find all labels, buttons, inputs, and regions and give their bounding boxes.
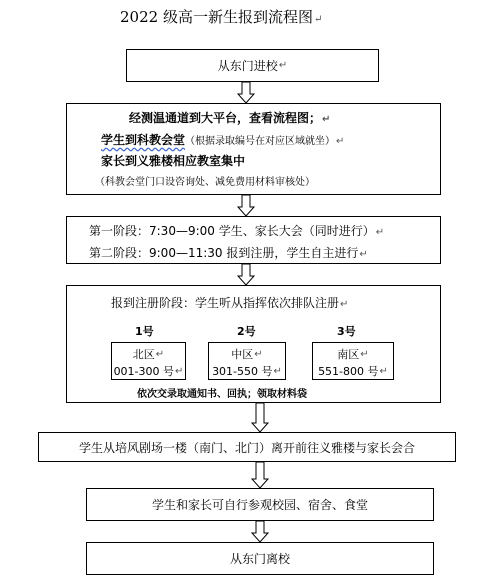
zone-label-1: 1号 — [135, 325, 154, 338]
flow-arrow-2 — [237, 195, 255, 217]
zone-box-south: 南区 ↵ 551-800 号 ↵ — [312, 342, 394, 380]
zone-label-3: 3号 — [337, 325, 356, 338]
step-temperature-check: 经测温通道到大平台，查看流程图；↵ 学生到科教会堂（根据录取编号在对应区域就坐）↵ 家长到义雅楼相应教室集中 （科教会堂门口设咨询处、减免费用材料审核处） — [66, 103, 441, 195]
flow-arrow-5 — [251, 462, 269, 489]
zone-box-north: 北区 ↵ 001-300 号 ↵ — [111, 342, 186, 380]
step-registration: 报到注册阶段：学生听从指挥依次排队注册↵ 1号 北区 ↵ 001-300 号 ↵ 2号 中区 ↵ 301-550 号 ↵ 3号 南区 ↵ 551-800 号 ↵ 依次交录取通知书、回执；领取材料袋 — [66, 285, 441, 403]
step-campus-tour: 学生和家长可自行参观校园、宿舍、食堂 — [86, 488, 434, 521]
step-leave-theater: 学生从培风剧场一楼（南门、北门）离开前往义雅楼与家长会合 — [38, 432, 456, 462]
registration-footer: 依次交录取通知书、回执；领取材料袋 — [137, 389, 307, 400]
zone-label-2: 2号 — [237, 325, 256, 338]
zone-box-middle: 中区 ↵ 301-550 号 ↵ — [208, 342, 286, 380]
flow-arrow-3 — [237, 264, 255, 286]
step-enter-east-gate: 从东门进校 ↵ — [126, 49, 379, 82]
step-stages: 第一阶段：7:30—9:00 学生、家长大会（同时进行）↵ 第二阶段：9:00—11:30 报到注册，学生自主进行↵ — [66, 216, 441, 264]
step-exit-east-gate: 从东门离校 — [86, 542, 434, 575]
diagram-title: 2022 级高一新生报到流程图↵ — [120, 8, 323, 26]
flow-arrow-6 — [251, 521, 269, 543]
flow-arrow-4 — [251, 403, 269, 433]
flow-arrow-1 — [237, 82, 255, 104]
